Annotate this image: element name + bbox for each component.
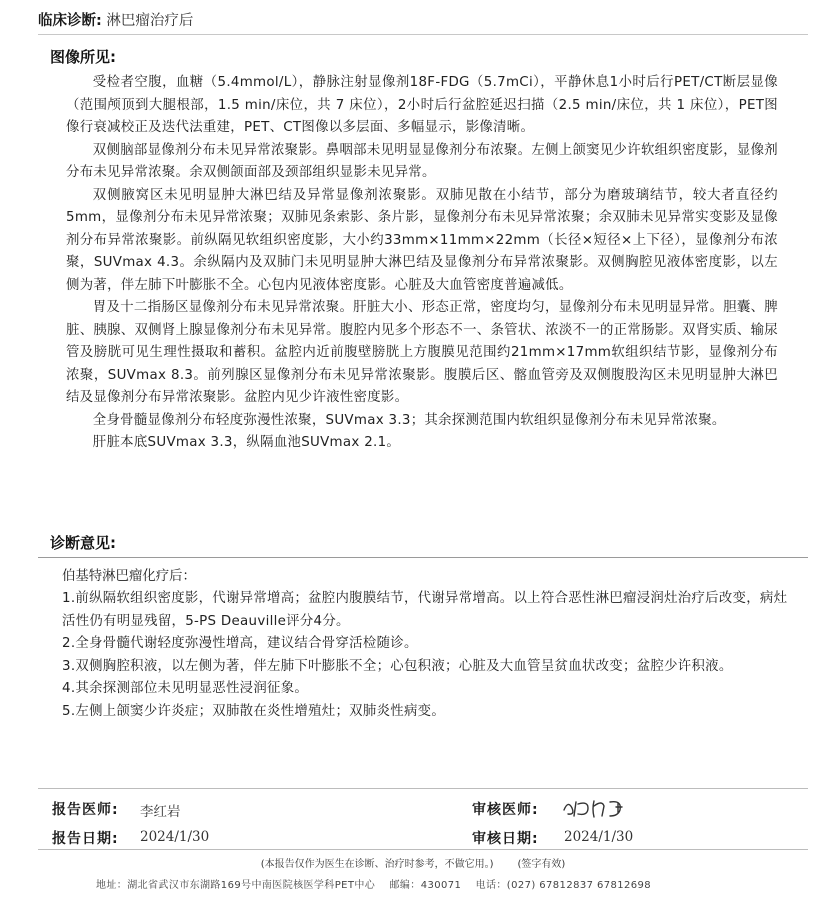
report-doctor-label: 报告医师:: [52, 802, 119, 818]
review-doctor-label: 审核医师:: [472, 802, 539, 818]
phone-label: 电话：: [475, 880, 507, 891]
report-doctor-name: 李红岩: [140, 804, 181, 820]
findings-paragraph: 双侧腋窝区未见明显肿大淋巴结及异常显像剂浓聚影。双肺见散在小结节，部分为磨玻璃结节，较大者直径约5mm，显像剂分布未见异常浓聚；双肺见条索影、条片影，显像剂分布未见异常浓聚；余双肺未见异常实变影及显像剂分布异常浓聚影。前纵隔见软组织密度影，大小约33mm×11mm×22mm（长径×短径×上下径），显像剂分布浓聚，SUVmax 4.3。余纵隔内及双肺门未见明显肿大淋巴结及显像剂分布异常浓聚影。双侧胸腔见液体密度影，以左侧为著，伴左肺下叶膨胀不全。心包内见液体密度影。心脏及大血管密度普遍减低。: [66, 187, 778, 293]
diagnosis-item: 3.双侧胸腔积液，以左侧为著，伴左肺下叶膨胀不全；心包积液；心脏及大血管呈贫血状改变；盆腔少许积液。: [62, 658, 733, 674]
address-text: 湖北省武汉市东湖路169号中南医院核医学科PET中心: [127, 880, 376, 891]
postcode-value: 430071: [420, 880, 462, 891]
disclaimer-text: (本报告仅作为医生在诊断、治疗时参考，不做它用。): [260, 859, 494, 870]
findings-paragraph: 胃及十二指肠区显像剂分布未见异常浓聚。肝脏大小、形态正常，密度均匀，显像剂分布未见明显异常。胆囊、脾脏、胰腺、双侧肾上腺显像剂分布未见异常。腹腔内见多个形态不一、条管状、浓淡不一的正常肠影。双肾实质、输尿管及膀胱可见生理性摄取和蓄积。盆腔内近前腹壁膀胱上方腹膜见范围约21mm×17mm软组织结节影，显像剂分布浓聚，SUVmax 8.3。前列腺区显像剂分布未见异常浓聚影。腹膜后区、髂血管旁及双侧腹股沟区未见明显肿大淋巴结及显像剂分布异常浓聚影。盆腔内见少许液性密度影。: [66, 300, 778, 405]
diagnosis-list: [58, 588, 788, 723]
findings-paragraph: 双侧脑部显像剂分布未见异常浓聚影。鼻咽部未见明显显像剂分布浓聚。左侧上颌窦见少许软组织密度影，显像剂分布未见异常浓聚。余双侧颌面部及颈部组织显影未见异常。: [66, 142, 778, 180]
diagnosis-title: 诊断意见:: [50, 534, 116, 552]
review-date-value: 2024/1/30: [564, 829, 634, 845]
clinical-diagnosis-value: 淋巴瘤治疗后: [101, 13, 194, 29]
signature-valid-note: (签字有效): [517, 859, 566, 870]
diagnosis-lead: 伯基特淋巴瘤化疗后：: [62, 569, 196, 584]
footer-divider: [38, 849, 808, 850]
signature-divider: [38, 788, 808, 789]
review-date-label: 审核日期:: [472, 831, 539, 847]
reviewer-signature: [560, 796, 640, 820]
postcode-label: 邮编：: [389, 880, 421, 891]
report-date-value: 2024/1/30: [140, 829, 210, 845]
findings-title: 图像所见:: [50, 48, 116, 66]
report-date-label: 报告日期:: [52, 831, 119, 847]
diagnosis-item: 2.全身骨髓代谢轻度弥漫性增高，建议结合骨穿活检随诊。: [62, 636, 418, 651]
findings-paragraph: 全身骨髓显像剂分布轻度弥漫性浓聚，SUVmax 3.3；其余探测范围内软组织显像剂分布未见异常浓聚。: [92, 412, 726, 428]
diagnosis-item: 5.左侧上颌窦少许炎症；双肺散在炎性增殖灶；双肺炎性病变。: [62, 703, 446, 719]
address-line: [96, 876, 651, 891]
diagnosis-body: [58, 566, 788, 723]
phone-value: (027) 67812837 67812698: [506, 880, 652, 891]
findings-paragraph: 肝脏本底SUVmax 3.3，纵隔血池SUVmax 2.1。: [92, 435, 401, 450]
clinical-diagnosis: [38, 9, 193, 30]
clinical-diagnosis-label: 临床诊断:: [38, 13, 102, 29]
disclaimer-note: [0, 855, 826, 870]
diagnosis-item: 4.其余探测部位未见明显恶性浸润征象。: [62, 681, 309, 696]
findings-paragraph: 受检者空腹，血糖（5.4mmol/L），静脉注射显像剂18F-FDG（5.7mCi），平静休息1小时后行PET/CT断层显像（范围颅顶到大腿根部，1.5 min/床位，共 7 床位），2小时后行盆腔延迟扫描（2.5 min/床位，共 1 床位），PET图像行衰减校正及迭代法重建，PET、CT图像以多层面、多幅显示，影像清晰。: [66, 75, 778, 135]
diagnosis-item: 1.前纵隔软组织密度影，代谢异常增高；盆腔内腹膜结节，代谢异常增高。以上符合恶性淋巴瘤浸润灶治疗后改变，病灶活性仍有明显残留，5-PS Deauville评分4分。: [62, 591, 788, 629]
address-label: 地址：: [96, 880, 128, 891]
top-divider: [38, 34, 808, 35]
diagnosis-divider: [38, 557, 808, 558]
findings-body: [66, 72, 778, 455]
